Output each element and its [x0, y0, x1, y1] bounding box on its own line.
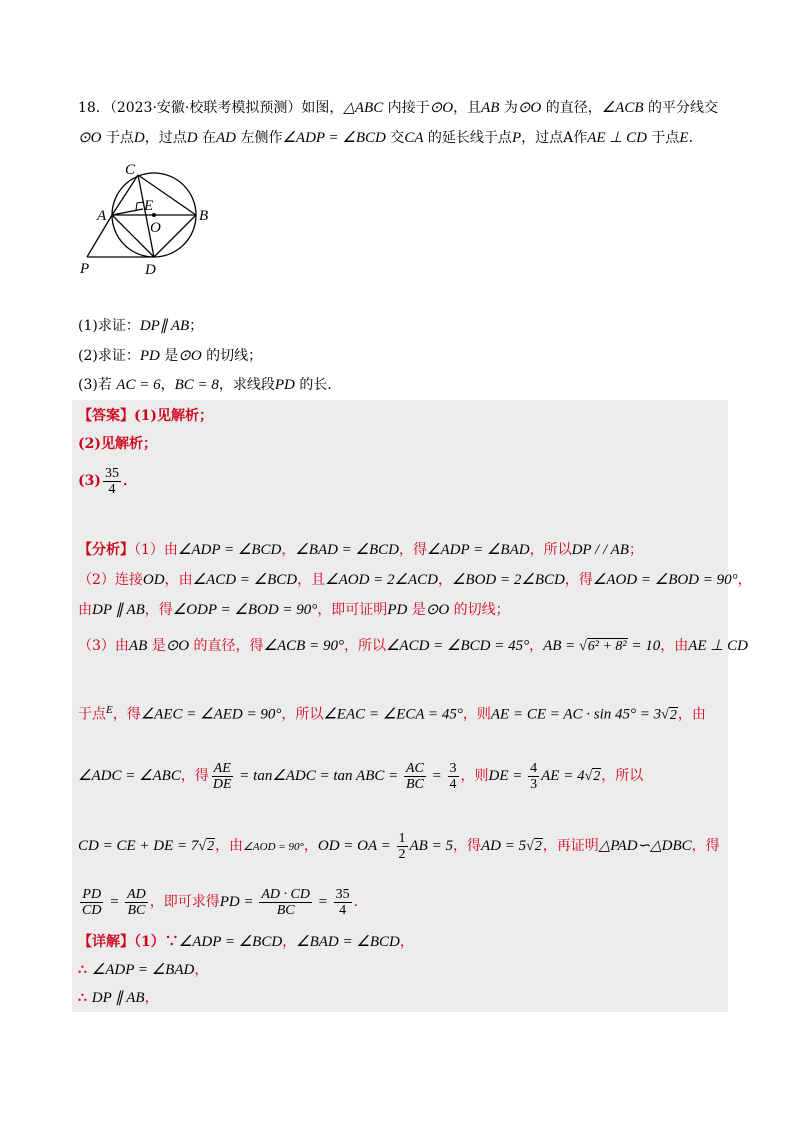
numerator: PD [82, 886, 102, 902]
denominator: 3 [530, 776, 538, 792]
analysis-text: ，则 [462, 706, 491, 723]
math: ⊙O [425, 602, 450, 618]
numerator: AE [213, 760, 231, 776]
question-text: ， [160, 377, 175, 393]
question-text: ，求线段 [218, 377, 275, 393]
answer-text: (1)见解析； [134, 408, 213, 424]
detail-text: ， [144, 990, 159, 1006]
problem-text: 交 [385, 130, 405, 146]
problem-text: 于点 [646, 130, 680, 146]
answer-line-1 [78, 406, 213, 426]
sqrt-expression: √2 [661, 707, 677, 723]
analysis-text: 是 [147, 638, 166, 654]
problem-text: 于点 [101, 130, 134, 146]
problem-line-2 [78, 128, 703, 148]
detail-line-3 [78, 988, 159, 1008]
numerator: 3 [449, 760, 457, 776]
analysis-text: ，由 [164, 572, 193, 588]
segment-ae [112, 209, 143, 215]
numerator: 4 [530, 760, 538, 776]
math: ∠ADP = ∠BCD [282, 130, 386, 146]
analysis-text: ，则 [460, 768, 489, 784]
detail-text: ， [282, 934, 297, 950]
analysis-text: ， [737, 572, 752, 588]
analysis-line-6 [78, 756, 643, 797]
answer-text: (3) [78, 473, 101, 489]
math: ∠EAC = ∠ECA = 45° [323, 706, 463, 723]
math: AB [481, 100, 500, 116]
answer-line-2 [78, 434, 157, 454]
numerator: 35 [335, 886, 350, 902]
math: CD = CE + DE = 7 [78, 838, 199, 854]
detail-text: ∴ [78, 990, 92, 1006]
analysis-text: ，即可求得 [149, 894, 220, 910]
math: = tan∠ADC = tan ABC = [235, 768, 402, 784]
problem-text: 的延长线于点 [423, 130, 512, 146]
math: AB [128, 638, 148, 654]
segment-ca [112, 175, 138, 215]
problem-text: 为 [499, 100, 518, 116]
analysis-line-4 [78, 636, 748, 657]
detail-text: ， [194, 962, 209, 978]
denominator: CD [82, 902, 102, 918]
analysis-text: ． [353, 894, 368, 910]
problem-text: 在 [197, 130, 216, 146]
math: = 10 [627, 638, 661, 654]
question-text: 的切线； [201, 348, 263, 364]
math: CA [404, 130, 424, 146]
fraction-adcd-bc [259, 887, 312, 918]
analysis-text: （2）连接 [78, 572, 143, 588]
question-text: 是 [159, 348, 179, 364]
math: ∠ODP = ∠BOD = 90° [172, 602, 318, 618]
denominator: 2 [398, 846, 406, 862]
question-text: (1)求证： [78, 318, 140, 334]
analysis-text: ； [628, 542, 643, 558]
answer-text: ． [123, 473, 137, 489]
numerator: AD · CD [261, 886, 310, 902]
problem-text: 左侧作 [236, 130, 283, 146]
question-text: ； [189, 318, 204, 334]
math: PD [387, 602, 408, 618]
analysis-text: 的切线； [449, 602, 510, 618]
numerator: AC [406, 760, 424, 776]
math: ∠BAD = ∠BCD [295, 542, 400, 558]
math: AE ⊥ CD [587, 130, 647, 146]
math: = [314, 894, 332, 910]
math: ∠AOD = 2∠ACD [325, 572, 438, 588]
math: = [427, 768, 446, 784]
math: PD = [219, 894, 258, 910]
question-1 [78, 316, 203, 336]
analysis-text: ，得 [564, 572, 593, 588]
math: ∠BOD = 2∠BCD [451, 572, 565, 588]
analysis-text: ，得 [180, 768, 209, 784]
math: ∠ADP = ∠BCD [178, 934, 283, 950]
math: E [106, 704, 113, 716]
math: E [679, 130, 689, 146]
math: ⊙O [429, 100, 454, 116]
analysis-text: 的直径，得 [189, 638, 264, 654]
answer-line-3 [78, 464, 137, 498]
problem-text: ，且 [453, 100, 482, 116]
radicand: 2 [593, 769, 601, 784]
math: DP ∥ AB [92, 602, 145, 618]
fraction-1-2 [397, 831, 408, 862]
math: AC = 6 [116, 377, 161, 393]
fraction-4-3 [528, 761, 539, 792]
math: ⊙O [165, 638, 190, 654]
analysis-text: ，再证明 [542, 838, 599, 854]
geometry-figure [75, 158, 225, 278]
fraction-ac-bc [404, 761, 426, 792]
math: AB = [543, 638, 580, 654]
analysis-text: ，所以 [343, 638, 386, 654]
detail-text: ， [399, 934, 414, 950]
sqrt-expression: √2 [198, 839, 215, 854]
analysis-line-5 [78, 700, 706, 726]
problem-text: ． [688, 130, 703, 146]
problem-text: 内接于 [383, 100, 430, 116]
analysis-text: ，得 [144, 602, 173, 618]
math: = [105, 894, 124, 910]
math: ∠AOD = 90° [243, 841, 304, 853]
math: ∠BAD = ∠BCD [296, 934, 400, 950]
denominator: BC [276, 902, 295, 918]
math: OD [142, 572, 165, 588]
numerator: AD [127, 886, 146, 902]
math: ∠ACD = ∠BCD [192, 572, 298, 588]
math: ⊙O [78, 130, 102, 146]
math: △PAD∽△DBC [598, 838, 692, 854]
answer-fraction [103, 466, 121, 497]
sqrt-expression: √2 [526, 839, 542, 854]
detail-text: ∴ [78, 962, 92, 978]
math: ∠ACD = ∠BCD = 45° [385, 638, 530, 654]
analysis-text: ， [303, 838, 318, 854]
problem-text: 18．（2023·安徽·校联考模拟预测）如图， [78, 100, 344, 116]
math: D [186, 130, 198, 146]
analysis-line-8 [78, 882, 368, 922]
analysis-line-2 [78, 570, 752, 590]
detail-text: （1）∵ [134, 934, 179, 950]
analysis-text: ，得 [452, 838, 481, 854]
math: D [133, 130, 145, 146]
radicand: 2 [534, 839, 542, 854]
math: ∠ACB [601, 100, 644, 116]
math: PD [139, 348, 160, 364]
math: ∠AEC = ∠AED = 90° [140, 706, 282, 723]
denominator: 4 [339, 902, 347, 918]
question-text: (3)若 [78, 377, 117, 393]
label-c: C [125, 162, 136, 178]
analysis-text: ，所以 [281, 706, 324, 723]
radicand: 2 [207, 839, 215, 854]
denominator: BC [127, 902, 146, 918]
math: AE = CE = AC · sin 45° = 3 [490, 706, 662, 723]
math: ⊙O [517, 100, 542, 116]
math: DP ∥ AB [91, 990, 145, 1006]
fraction-3-4 [448, 761, 459, 792]
analysis-text: ，即可证明 [317, 602, 388, 618]
label-p: P [80, 261, 90, 277]
math: ∠ADC = ∠ABC [78, 768, 181, 784]
analysis-text: ，得 [399, 542, 428, 558]
analysis-text: 于点 [78, 706, 106, 723]
sqrt-expression: √2 [584, 769, 601, 784]
analysis-text: （3）由 [78, 638, 129, 654]
analysis-text: ，得 [112, 706, 141, 723]
question-3 [78, 375, 341, 395]
analysis-text: ，由 [215, 838, 244, 854]
denominator: DE [212, 776, 232, 792]
analysis-text: ， [281, 542, 296, 558]
math: AE = 4 [541, 768, 585, 784]
question-2 [78, 346, 262, 366]
problem-text: ，过点A作 [521, 130, 588, 146]
analysis-tag: 【分析】 [78, 542, 134, 558]
fraction-ad-bc [125, 887, 148, 918]
label-b: B [199, 208, 209, 224]
segment-cd [138, 175, 154, 257]
question-text: 的长． [294, 377, 342, 393]
label-d: D [145, 262, 156, 278]
math: ∠ACB = 90° [263, 638, 344, 654]
math: DP∥ AB [139, 318, 190, 334]
math: PD [274, 377, 295, 393]
analysis-text: ，所以 [529, 542, 572, 558]
analysis-text: （1）由 [134, 542, 178, 558]
math: ∠ADP = ∠BAD [91, 962, 195, 978]
analysis-text: ， [529, 638, 544, 654]
math: AE ⊥ CD [688, 638, 748, 654]
detail-tag: 【详解】 [78, 934, 134, 950]
label-e: E [144, 198, 154, 214]
problem-text: ，过点 [144, 130, 187, 146]
analysis-text: ，所以 [601, 768, 644, 784]
detail-line-1 [78, 932, 414, 952]
math: AD [216, 130, 236, 146]
problem-text: 的直径， [541, 100, 602, 116]
fraction-pd-cd [80, 887, 103, 918]
analysis-text: ，由 [677, 706, 706, 723]
fraction-ae-de [211, 761, 234, 792]
question-text: (2)求证： [78, 348, 140, 364]
math: AB = 5 [409, 838, 453, 854]
math: ⊙O [178, 348, 202, 364]
denominator: 4 [108, 481, 116, 497]
fraction-35-4 [334, 887, 352, 918]
sqrt-expression: √6² + 8² [579, 639, 627, 654]
analysis-text: ， [437, 572, 452, 588]
analysis-line-1 [78, 540, 643, 560]
numerator: 1 [398, 830, 406, 846]
analysis-text: ，得 [691, 838, 720, 854]
math: ∠ADP = ∠BCD [177, 542, 282, 558]
denominator: BC [406, 776, 424, 792]
analysis-text: 由 [78, 602, 92, 618]
answer-tag: 【答案】 [78, 408, 134, 424]
analysis-line-3 [78, 600, 510, 620]
denominator: 4 [449, 776, 457, 792]
problem-text: 的平分线交 [643, 100, 718, 116]
analysis-text: ，且 [297, 572, 326, 588]
numerator: 35 [105, 465, 119, 481]
radicand: 2 [669, 707, 677, 723]
label-o: O [150, 220, 161, 236]
math: DP / / AB [571, 542, 629, 558]
math: P [511, 130, 522, 146]
analysis-text: ，由 [660, 638, 689, 654]
detail-line-2 [78, 960, 208, 980]
math: AD = 5 [480, 838, 527, 854]
math: ∠ADP = ∠BAD [427, 542, 530, 558]
answer-text: (2)见解析； [78, 436, 157, 452]
math: ∠AOD = ∠BOD = 90° [592, 572, 738, 588]
math: BC = 8 [174, 377, 219, 393]
math: OD = OA = [317, 838, 395, 854]
analysis-line-7 [78, 826, 720, 867]
analysis-text: 是 [407, 602, 426, 618]
radicand: 6² + 8² [587, 639, 627, 654]
math: DE = [488, 768, 527, 784]
label-a: A [97, 208, 107, 224]
math: △ABC [343, 100, 384, 116]
problem-line-1 [78, 98, 718, 118]
